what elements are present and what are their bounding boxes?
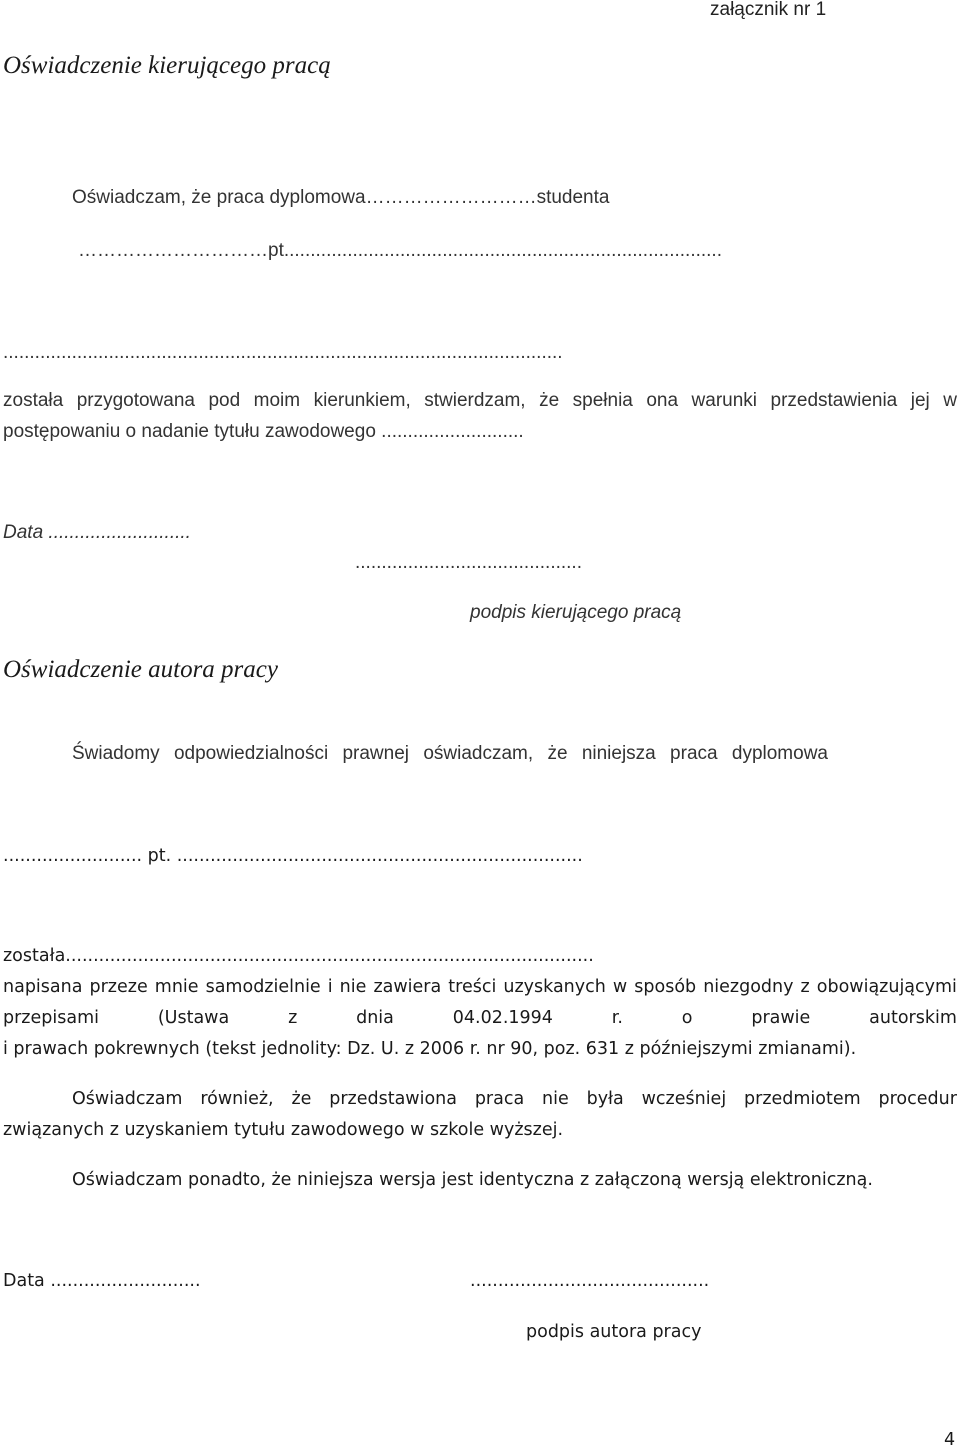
word: została xyxy=(3,390,64,411)
word: prawnej xyxy=(342,743,410,764)
word: dnia xyxy=(356,1008,394,1028)
word: autorskim xyxy=(869,1008,957,1028)
word: była xyxy=(586,1089,624,1109)
word: sposób xyxy=(634,977,697,997)
author-signature-label: podpis autora pracy xyxy=(526,1322,702,1342)
word: praca xyxy=(474,1089,525,1109)
word: przeze xyxy=(89,977,148,997)
word: Świadomy xyxy=(72,743,160,764)
supervisor-line-3: .......................................................................................................... xyxy=(3,342,563,363)
page-number: 4 xyxy=(944,1430,956,1450)
word: przedstawienia xyxy=(770,390,898,411)
author-statement-title: Oświadczenie autora pracy xyxy=(3,656,278,683)
attachment-label: załącznik nr 1 xyxy=(710,0,827,20)
supervisor-line-1: Oświadczam, że praca dyplomowa………………………studenta xyxy=(72,187,610,208)
supervisor-line-5: postępowaniu o nadanie tytułu zawodowego ........................... xyxy=(3,421,524,442)
word: kierunkiem, xyxy=(313,390,411,411)
word: warunki xyxy=(691,390,758,411)
word: przygotowana xyxy=(76,390,195,411)
word: napisana xyxy=(3,977,83,997)
author-paragraph-line-2 xyxy=(3,1006,957,1030)
word: wcześniej xyxy=(641,1089,727,1109)
word: również, xyxy=(200,1089,274,1109)
supervisor-statement-title: Oświadczenie kierującego pracą xyxy=(3,52,331,79)
word: procedur xyxy=(878,1089,957,1109)
word: zawiera xyxy=(373,977,442,997)
word: przepisami xyxy=(3,1008,99,1028)
word: i xyxy=(327,977,333,997)
supervisor-signature-label: podpis kierującego pracą xyxy=(470,602,682,623)
word: niezgodny xyxy=(703,977,794,997)
author-signature-line: ........................................... xyxy=(470,1271,710,1291)
word: niniejsza xyxy=(581,743,656,764)
word: w xyxy=(612,977,628,997)
word: nie xyxy=(542,1089,569,1109)
word: że xyxy=(291,1089,312,1109)
word: odpowiedzialności xyxy=(173,743,329,764)
author-statement-2-line-1 xyxy=(72,1087,957,1111)
word: stwierdzam, xyxy=(424,390,526,411)
supervisor-signature-line: ........................................... xyxy=(355,552,582,573)
author-statement-3: Oświadczam ponadto, że niniejsza wersja jest identyczna z załączoną wersją elektroniczną. xyxy=(72,1170,873,1190)
word: że xyxy=(539,390,560,411)
word: przedstawiona xyxy=(329,1089,457,1109)
word: o xyxy=(681,1008,693,1028)
author-paragraph-line-1 xyxy=(3,975,957,999)
word: 04.02.1994 xyxy=(452,1008,553,1028)
supervisor-line-2: …………………………pt................................................................................... xyxy=(78,240,722,261)
word: mnie xyxy=(154,977,199,997)
word: w xyxy=(943,390,957,411)
word: samodzielnie xyxy=(205,977,321,997)
word: (Ustawa xyxy=(157,1008,230,1028)
word: moim xyxy=(253,390,301,411)
word: obowiązującymi xyxy=(816,977,957,997)
word: ona xyxy=(646,390,679,411)
word: uzyskanych xyxy=(503,977,606,997)
word: przedmiotem xyxy=(744,1089,861,1109)
author-statement-2-line-2: związanych z uzyskaniem tytułu zawodowego w szkole wyższej. xyxy=(3,1120,564,1140)
author-line-1 xyxy=(72,742,828,766)
word: praca xyxy=(670,743,718,764)
word: oświadczam, xyxy=(423,743,534,764)
word: pod xyxy=(208,390,241,411)
word: spełnia xyxy=(572,390,633,411)
word: treści xyxy=(448,977,497,997)
author-paragraph-line-3: i prawach pokrewnych (tekst jednolity: Dz. U. z 2006 r. nr 90, poz. 631 z późniejszymi zmianami). xyxy=(3,1039,857,1059)
word: z xyxy=(800,977,810,997)
word: jej xyxy=(910,390,930,411)
author-date: Data ........................... xyxy=(3,1271,201,1291)
word: prawie xyxy=(751,1008,811,1028)
word: Oświadczam xyxy=(72,1089,183,1109)
supervisor-date: Data ........................... xyxy=(3,522,191,543)
author-line-3: ...............................................................................................została xyxy=(3,946,594,966)
word: nie xyxy=(339,977,367,997)
word: że xyxy=(547,743,568,764)
supervisor-line-4 xyxy=(3,389,957,413)
author-line-2: ......................... pt. ......................................................................... xyxy=(3,846,583,866)
word: r. xyxy=(611,1008,623,1028)
word: z xyxy=(288,1008,298,1028)
word: dyplomowa xyxy=(731,743,828,764)
